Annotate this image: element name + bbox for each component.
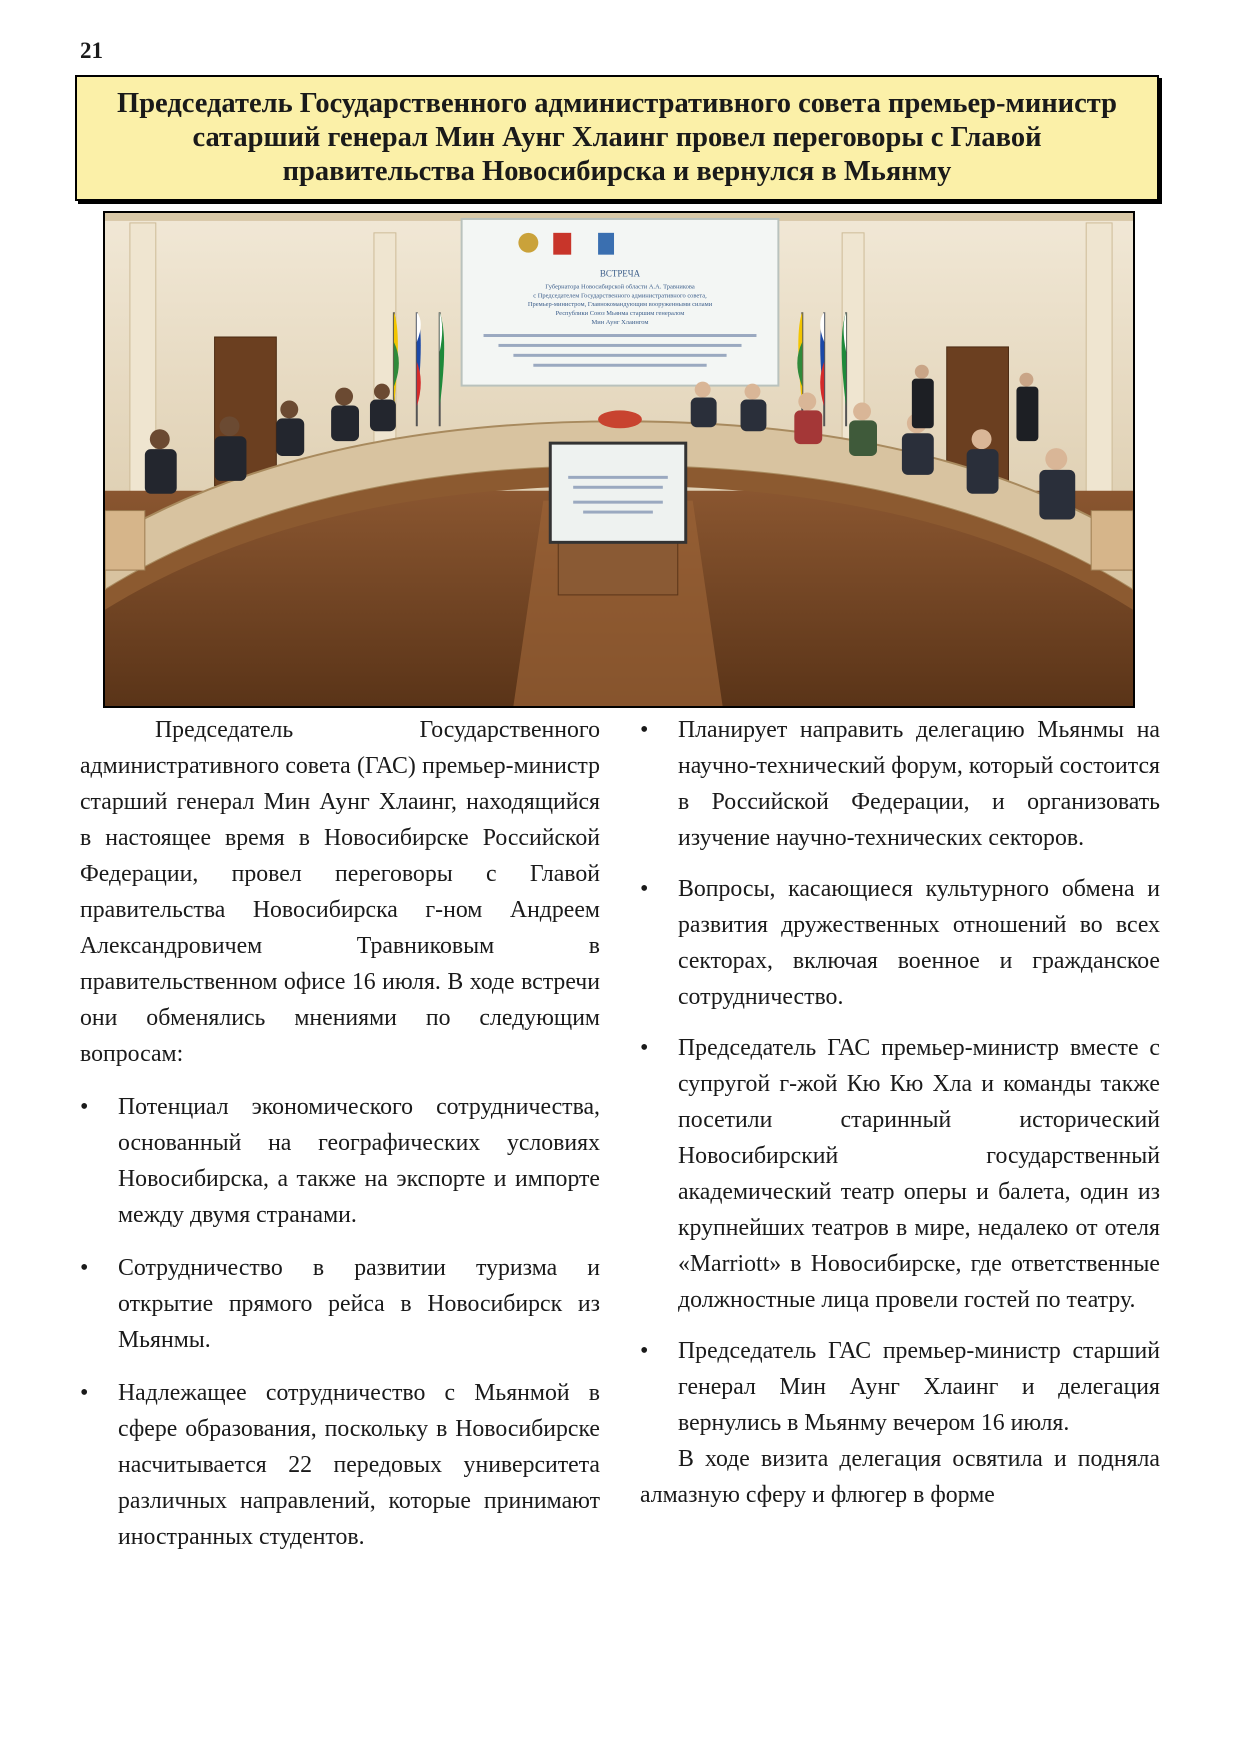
screen-line-1: Губернатора Новосибирской области А.А. Травникова xyxy=(545,283,695,291)
meeting-photo xyxy=(103,211,1135,708)
screen-heading: ВСТРЕЧА xyxy=(599,268,641,279)
closing-paragraph: В ходе визита делегация освятила и подняла алмазную сферу и флюгер в форме xyxy=(640,1446,1160,1508)
list-item: • Сотрудничество в развитии туризма и открытие прямого рейса в Новосибирск из Мьянмы. xyxy=(80,1250,600,1358)
page-number: 21 xyxy=(80,38,103,63)
right-column xyxy=(640,712,1160,1513)
list-item: • Председатель ГАС премьер-министр старший генерал Мин Аунг Хлаинг и делегация вернулись в Мьянму вечером 16 июля. xyxy=(640,1333,1160,1441)
column-right-2 xyxy=(1086,223,1112,521)
list-item: • Вопросы, касающиеся культурного обмена и развития дружественных отношений во всех секторах, включая военное и гражданское сотрудничество. xyxy=(640,871,1160,1015)
intro-paragraph: Председатель Государственного административного совета (ГАС) премьер-министр старший генерал Мин Аунг Хлаинг, находящийся в настоящее время в Новосибирске Российской Федерации, провел переговоры с Главой правительства Новосибирска г-ном Андреем Александровичем Травниковым в правительственном офисе 16 июля. В ходе встречи они обменялись мнениями по следующим вопросам: xyxy=(80,717,600,1067)
article-title-box xyxy=(75,75,1159,201)
screen-line-2: с Председателем Государственного административного совета, xyxy=(533,292,707,300)
center-monitor-stand xyxy=(558,540,678,595)
chair-left xyxy=(105,511,145,571)
article-title: Председатель Государственного административного совета премьер-министр сатарший генерал Мин Аунг Хлаинг провел переговоры с Главой правительства Новосибирска и вернулся в Мьянму xyxy=(117,88,1117,187)
right-bullet-list xyxy=(640,712,1160,1441)
column-left-2 xyxy=(374,233,396,471)
flower-arrangement xyxy=(598,410,642,428)
chair-right xyxy=(1091,511,1133,571)
list-item: • Планирует направить делегацию Мьянмы на научно-технический форум, который состоится в Российской Федерации, и организовать изучение научно-технических секторов. xyxy=(640,712,1160,856)
screen-line-3: Премьер-министром, Главнокомандующим вооруженными силами xyxy=(527,301,713,309)
screen-line-5: Мин Аунг Хлаингом xyxy=(591,319,649,327)
list-item: • Председатель ГАС премьер-министр вместе с супругой г-жой Кю Кю Хла и команды также посетили старинный исторический Новосибирский государственный академический театр оперы и балета, один из крупнейших театров в мире, недалеко от отеля «Marriott» в Новосибирске, где ответственные должностные лица провели гостей по театру. xyxy=(640,1030,1160,1318)
list-item: • Потенциал экономического сотрудничества, основанный на географических условиях Новосибирска, а также на экспорте и импорте между двумя странами. xyxy=(80,1089,600,1233)
meeting-photo-illustration xyxy=(105,213,1133,706)
screen-line-4: Республики Союз Мьянма старшим генералом xyxy=(555,310,685,318)
left-bullet-list xyxy=(80,1089,600,1555)
left-column xyxy=(80,712,600,1555)
center-monitor xyxy=(550,443,685,542)
list-item: • Надлежащее сотрудничество с Мьянмой в сфере образования, поскольку в Новосибирске насчитывается 22 передовых университета различных направлений, которые принимают иностранных студентов. xyxy=(80,1375,600,1555)
